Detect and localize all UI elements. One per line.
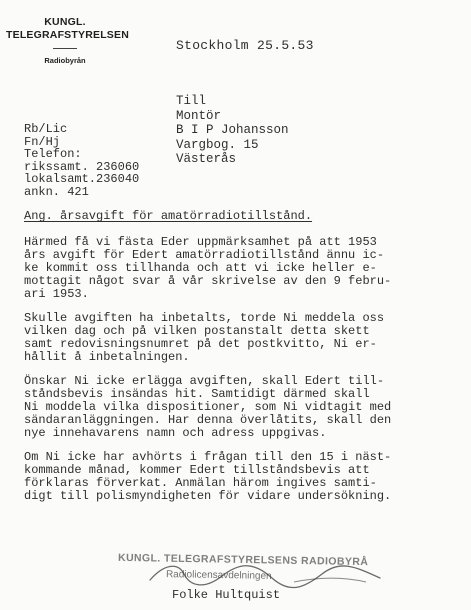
body-paragraph [24,375,449,440]
letterhead-line-1: KUNGL. [44,16,86,28]
reference-line: rikssamt. 236060 [24,159,140,174]
body-line: ståndsbevis insändas hit. Samtidigt därmed skall [24,387,370,401]
body-line: Ni moddela vilka dispositioner, som Ni vidtagit med [24,400,392,414]
letterhead-divider [53,48,77,49]
letterhead [6,16,129,66]
body-line: Skulle avgiften ha inbetalts, torde Ni meddela oss [24,311,385,325]
reference-line: ankn. 421 [24,184,89,199]
body-line: mottagit något svar å vår skrivelse av den 9 febru- [24,274,392,288]
body-paragraph [24,236,449,301]
reference-block [24,123,139,198]
recipient-line: B I P Johansson [176,123,289,137]
body-paragraph [24,312,449,364]
body-line: digt till polismyndigheten för vidare undersökning. [24,489,392,503]
body-line: förklaras förverkat. Anmälan härom ingives samti- [24,476,377,490]
body-line: Om Ni icke har avhörts i frågan till den 15 i näst- [24,450,392,464]
reference-line: lokalsamt.236040 [24,172,140,186]
body-line: hållit å inbetalningen. [24,350,190,364]
body-line: vilken dag och på vilken postanstalt detta skett [24,324,370,338]
office-stamp: KUNGL. TELEGRAFSTYRELSENS RADIOBYRÅ [117,551,369,569]
signer-name: Folke Hultquist [172,588,281,602]
letterhead-line-2: TELEGRAFSTYRELSEN [6,29,129,41]
reference-line: Telefon: [24,147,82,161]
body-paragraph [24,451,449,503]
dateline: Stockholm 25.5.53 [176,38,314,53]
body-line: års avgift för Edert amatörradiotillstånd ännu ic- [24,248,385,262]
letterhead-department: Radiobyrån [44,56,86,65]
reference-line: Fn/Hj [24,134,61,149]
body-line: ke kommit oss tillhanda och att vi icke heller e- [24,261,377,275]
recipient-line: Montör [176,108,222,123]
signature-block [118,552,458,608]
body-line: nye innehavarens namn och adress uppgivas. [24,426,327,440]
body-line: samt redovisningsnumret på det postkvitto, Ni er- [24,337,377,351]
recipient-prefix: Till [176,94,207,108]
body-line: kommande månad, kommer Edert tillståndsbevis att [24,463,370,477]
body-line: sändaranläggningen. Har denna överlåtits, skall den [24,413,392,427]
recipient-address [176,94,289,167]
body-line: Önskar Ni icke erlägga avgiften, skall Edert till- [24,374,385,388]
office-stamp-department: Radiolicensavdelningen [165,569,272,582]
subject-line: Ang. årsavgift för amatörradiotillstånd. [24,209,313,223]
letter-body [24,236,449,514]
reference-line: Rb/Lic [24,122,68,136]
recipient-line: Västerås [176,152,237,166]
body-line: ari 1953. [24,287,89,301]
body-line: Härmed få vi fästa Eder uppmärksamhet på att 1953 [24,235,377,249]
recipient-line: Vargbog. 15 [176,137,259,152]
